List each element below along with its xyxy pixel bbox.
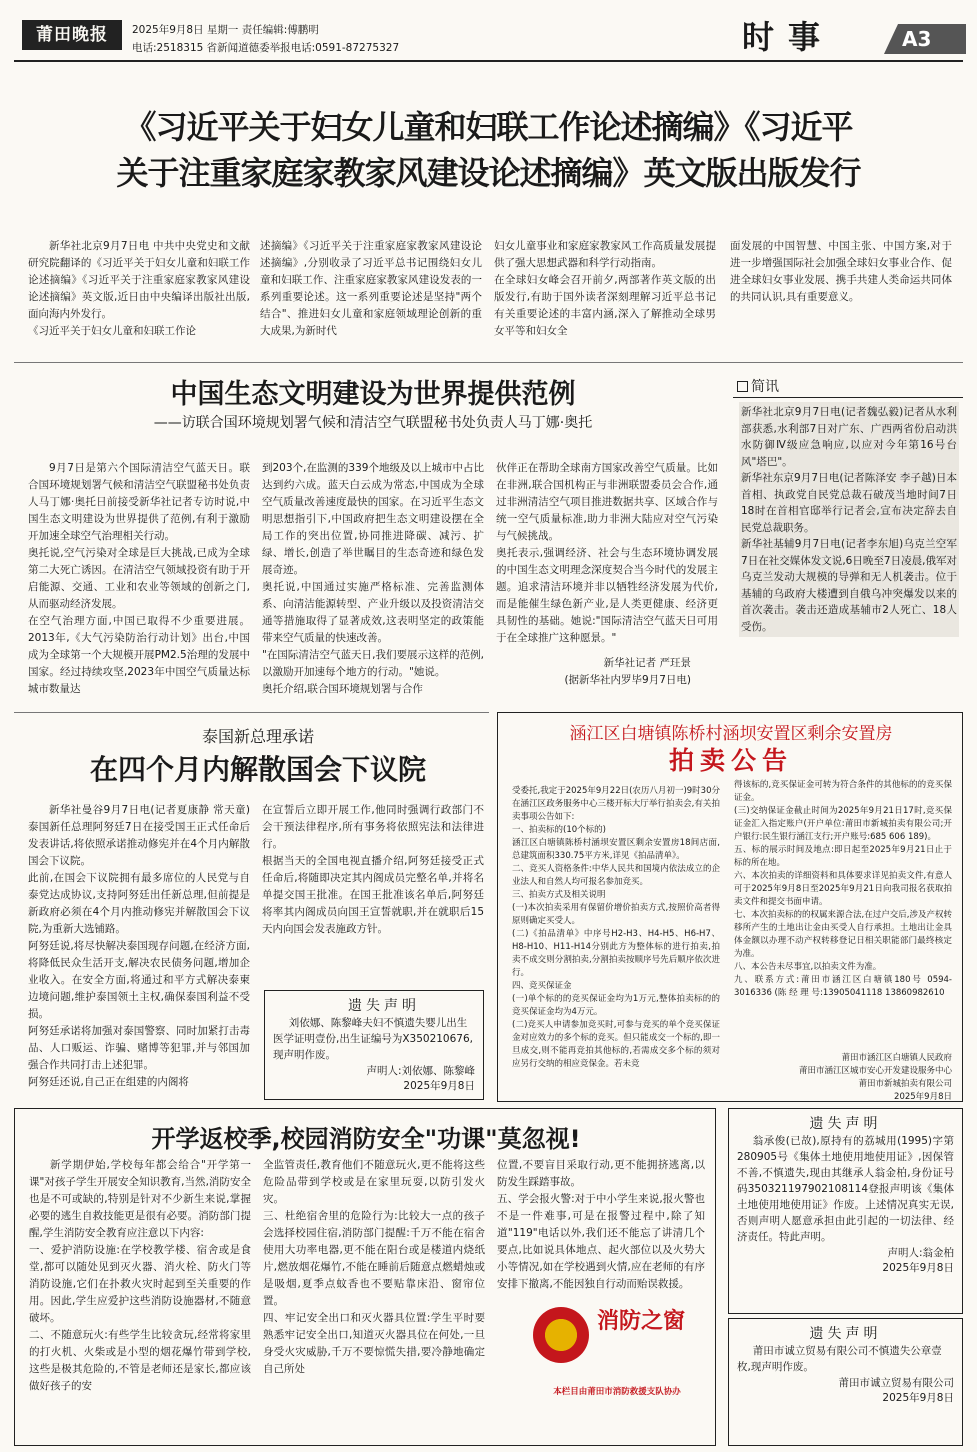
brief-heading: 简讯 <box>751 379 779 395</box>
thai-col2: 在宣誓后立即开展工作,他同时强调行政部门不会干预法律程序,所有事务将依照宪法和法律进行。 根据当天的全国电视直播介绍,阿努廷接受正式任命后,将随即决定其内阁成员完整名单,并将名单提交国王批准。在国王批准该名单后,阿努廷将率其内阁成员向国王宣誓就职,并在就职后15天内向国会发表施政方针。 <box>262 804 484 935</box>
lost3-date: 2025年9月8日 <box>882 1392 954 1404</box>
lost1-body: 刘依娜、陈黎峰夫妇不慎遗失婴儿出生医学证明壹份,出生证编号为X350210676,现声明作废。 <box>273 1017 473 1061</box>
fire-seal-text: 消防之窗 <box>597 1308 686 1334</box>
auction-org1: 莆田市涵江区白塘镇人民政府 <box>841 1053 952 1063</box>
eco-subhead: ——访联合国环境规划署气候和清洁空气联盟秘书处负责人马丁娜·奥托 <box>153 415 593 431</box>
lost2-title: 遗失声明 <box>809 1116 882 1132</box>
lead-bottom-rule <box>14 362 963 363</box>
eco-byline2: (据新华社内罗毕9月7日电) <box>564 674 691 686</box>
lost-notice-3 <box>728 1318 963 1446</box>
fire-seal-caption: 本栏目由莆田市消防救援支队协办 <box>553 1387 681 1397</box>
lost3-signer: 莆田市诚立贸易有限公司 <box>838 1377 954 1389</box>
lost1-title: 遗失声明 <box>348 998 420 1014</box>
eco-col2: 到203个,在监测的339个地级及以上城市中占比达到约六成。蓝天白云成为常态,中国成为全球空气质量改善速度最快的国家。在习近平生态文明思想指引下,中国政府把生态文明建设摆在全局工作的突出位置,协同推进降碳、减污、扩绿、增长,创造了举世瞩目的生态奇迹和绿色发展奇迹。 奥托说,中国通过实施严格标准、完善监测体系、向清洁能源转型、产业升级以及投资清洁交通等措施取得了显著成效,这表明坚定的政策能带来空气质量的快速改善。 "在国际清洁空气蓝天日,我们要展示这样的范例,以激励开加速每个地方的行动。"她说。 奥托介绍,联合国环境规划署与合作 <box>262 462 484 695</box>
thai-kicker: 泰国新总理承诺 <box>201 727 314 746</box>
lead-headline-line1: 《习近平关于妇女儿童和妇联工作论述摘编》《习近平 <box>124 108 853 146</box>
eco-col3: 伙伴正在帮助全球南方国家改善空气质量。比如在非洲,联合国机构正与非洲联盟委员会合作,通过非洲清洁空气项目推进数据共享、区域合作与统一空气质量标准,助力非洲大陆应对空气污染与气候挑战。 奥托表示,强调经济、社会与生态环境协调发展的中国生态文明理念深度契合当今时代的发展主题。追求清洁环境并非以牺牲经济发展为代价,而是能催生绿色新产业,是人类更健康、经济更具韧性的基础。她说:"国际清洁空气蓝天日可用于在全球推广这种愿景。" <box>496 462 718 644</box>
logo: 莆田晚报 <box>22 20 122 50</box>
thai-headline: 在四个月内解散国会下议院 <box>89 753 426 786</box>
section-title: 时事 <box>742 18 835 56</box>
auction-org3: 莆田市新城拍卖有限公司 <box>858 1079 952 1089</box>
masthead-rule <box>14 60 963 62</box>
thai-col1: 新华社曼谷9月7日电(记者夏康静 常天童)泰国新任总理阿努廷7日在接受国王正式任命后发表讲话,将依照承诺推动修宪并在4个月内解散国会下议院。 此前,在国会下议院拥有最多席位的人民党与自泰党达成协议,支持阿努廷出任新总理,但前提是新政府必须在4个月内推动修宪并解散国会下议院,为重新大选铺路。 阿努廷说,将尽快解决泰国现存问题,在经济方面,将降低民众生活开支,解决农民债务问题,增加企业收入。在安全方面,将通过和平方式解决泰柬边境问题,维护泰国领土主权,确保泰国利益不受损。 阿努廷承诺将加强对泰国警察、同时加紧打击毒品、人口贩运、诈骗、赌博等犯罪,并与邻国加强合作共同打击上述犯罪。 阿努廷还说,自己正在组建的内阁将 <box>28 804 250 1088</box>
eco-headline: 中国生态文明建设为世界提供范例 <box>170 379 576 410</box>
auction-title2: 拍卖公告 <box>668 746 793 775</box>
lead-headline <box>14 104 963 196</box>
brief-text: 新华社北京9月7日电(记者魏弘毅)记者从水利部获悉,水利部7日对广东、广西两省份启动洪水防御Ⅳ级应急响应,以应对今年第16号台风"塔巴"。 新华社东京9月7日电(记者陈泽安 李子越)日本首相、执政党自民党总裁石破茂当地时间7日18时在首相官邸举行记者会,宣布决定辞去自民党总裁职务。 新华社基辅9月7日电(记者李东旭)乌克兰空军7日在社交媒体发文说,6日晚至7日凌晨,俄军对乌克兰发动大规模的导弹和无人机袭击。位于基辅的乌政府大楼遭到自俄乌冲突爆发以来的首次袭击。袭击还造成基辅市2人死亡、18人受伤。 <box>739 402 959 637</box>
lead-headline-line2: 关于注重家庭家教家风建设论述摘编》英文版出版发行 <box>116 154 861 192</box>
auction-title1: 涵江区白塘镇陈桥村涵坝安置区剩余安置房 <box>569 724 893 744</box>
auction-org2: 莆田市涵江区城市安心开发建设服务中心 <box>798 1066 952 1076</box>
auction-notice <box>497 712 963 1102</box>
eco-col1: 9月7日是第六个国际清洁空气蓝天日。联合国环境规划署气候和清洁空气联盟秘书处负责人马丁娜·奥托日前接受新华社记者专访时说,中国生态文明建设为世界提供了范例,有利于激励开加速全球空气治理相关行动。 奥托说,空气污染对全球是巨大挑战,已成为全球第二大死亡诱因。在清洁空气领域投资有助于开启能源、交通、工业和农业等领域的创新之门,从而驱动经济发展。 在空气治理方面,中国已取得不少重要进展。2013年,《大气污染防治行动计划》出台,中国成为全球第一个大规模开展PM2.5治理的发展中国家。经过持续攻坚,2023年中国空气质量达标城市数量达 <box>28 462 250 695</box>
brief-heading-bar <box>733 376 963 398</box>
lost1-signer: 声明人:刘依娜、陈黎峰 <box>366 1065 475 1077</box>
lead-col3: 妇女儿童事业和家庭家教家风工作高质量发展提供了强大思想武器和科学行动指南。 在全球妇女峰会召开前夕,两部著作英文版的出版发行,有助于国外读者深刻理解习近平总书记有关重要论述的丰富内涵,深入了解推动全球男女平等和妇女全 <box>494 240 716 337</box>
lost-notice-2 <box>728 1108 963 1314</box>
fire-box <box>14 1108 716 1446</box>
auction-col1: 受委托,我定于2025年9月22日(农历八月初一)9时30分在涵江区政务服务中心三楼开标大厅举行拍卖会,有关拍卖事项公告如下: 一、拍卖标的(10个标的) 涵江区白塘镇陈桥村涵坝安置区剩余安置房18间店面,总建筑面积330.75平方米,详见《拍品清单》。 二、竞买人资格条件:中华人民共和国境内依法成立的企业法人和自然人均可报名参加竞买。 三、拍卖方式及相关说明 (一)本次拍卖采用有保留价增价拍卖方式,按照价高者得原则确定买受人。 (二)《拍品清单》中序号H2-H3、H4-H5、H6-H7、H8-H10、H11-H14分别此方为整体标的进行拍卖,拍卖不成交则分割拍卖,分割拍卖按顺序号先后顺序依次进行。 四、竞买保证金 (一)单个标的的竞买保证金均为1万元,整体拍卖标的的竞买保证金均为4万元。 (二)竞买人申请参加竞买时,可参与竞买的单个竞买保证金对应效力的多个标的竞买。但只能成交一个标的,即一旦成交,则不能再竞拍其他标的,若需成交多个标的须对应另行交纳的相应竞保金。若未竞 <box>512 786 720 1069</box>
fire-headline: 开学返校季,校园消防安全"功课"莫忽视! <box>151 1125 581 1153</box>
brief-box <box>733 376 963 706</box>
auction-date: 2025年9月8日 <box>894 1092 952 1102</box>
brief-checkbox-icon <box>737 381 748 392</box>
lost3-body: 莆田市诚立贸易有限公司不慎遗失公章壹枚,现声明作废。 <box>737 1345 942 1373</box>
lost2-signer: 声明人:翁金柏 <box>887 1247 954 1259</box>
lost3-title: 遗失声明 <box>809 1326 882 1342</box>
lost2-date: 2025年9月8日 <box>882 1262 954 1274</box>
lost2-body: 翁承俊(已故),原持有的荔城用(1995)字第280905号《集体土地使用地使用证》,因保管不善,不慎遗失,现由其继承人翁金柏,身份证号码350321197902108114登报声明该《集体土地使用地使用证》作废。上述情况真实无误,否则声明人愿意承担由此引起的一切法律、经济责任。特此声明。 <box>737 1135 954 1243</box>
masthead <box>14 8 966 80</box>
page-number: A3 <box>902 27 932 51</box>
fire-col3: 位置,不要盲目采取行动,更不能拥挤逃离,以防发生踩踏事故。 五、学会报火警:对于中小学生来说,报火警也不是一件难事,可是在报警过程中,除了知道"119"电话以外,我们还不能忘了讲清几个要点,比如说具体地点、起火部位以及火势大小等情况,如在学校遇到火情,应在老师的有序安排下撤离,不能因独自行动而贻误救援。 <box>497 1159 705 1290</box>
eco-byline1: 新华社记者 严玨景 <box>603 657 691 669</box>
mid-rule <box>14 712 489 713</box>
lead-col4: 面发展的中国智慧、中国主张、中国方案,对于进一步增强国际社会加强全球妇女事业合作、促进全球妇女事业发展、携手共建人类命运共同体的共同认识,具有重要意义。 <box>730 240 952 303</box>
lost-notice-1 <box>264 990 484 1100</box>
fire-col1: 新学期伊始,学校每年都会给合"开学第一课"对孩子学生开展安全知识教育,当然,消防安全也是不可或缺的,特别是针对不少新生来说,掌握必要的逃生自救技能更是很有必要。消防部门提醒,学生消防安全教育应注意以下内容: 一、爱护消防设施:在学校教学楼、宿舍或是食堂,都可以随处见到灭火器、消火栓、防火门等消防设施,它们在扑救火灾时起到至关重要的作用。因此,学生应爱护这些消防设施器材,不随意破坏。 二、不随意玩火:有些学生比较贪玩,经常将家里的打火机、火柴或是小型的烟花爆竹带到学校,这些是极其危险的,不管是老师还是家长,都应该做好孩子的安 <box>29 1159 251 1392</box>
date-line: 2025年9月8日 星期一 责任编辑:傅鹏明 <box>132 24 319 36</box>
lost1-date: 2025年9月8日 <box>403 1080 475 1092</box>
lead-col1: 新华社北京9月7日电 中共中央党史和文献研究院翻译的《习近平关于妇女儿童和妇联工作论述摘编》《习近平关于注重家庭家教家风建设论述摘编》英文版,近日由中央编译出版社出版,面向海内外发行。 《习近平关于妇女儿童和妇联工作论 <box>28 240 250 337</box>
auction-col2: 得该标的,竞买保证金可转为符合条件的其他标的的竞买保证金。 (三)交纳保证金截止时间为2025年9月21日17时,竞买保证金汇入指定账户(开户单位:莆田市新城拍卖有限公司;开户银行:民生银行涵江支行;开户账号:685 606 189)。 五、标的展示时间及地点:即日起至2025年9月21日止于标的所在地。 六、本次拍卖的详细资料和具体要求详见拍卖文件,有意人可于2025年9月8日至2025年9月21日向我司报名获取拍卖文件和提交书面申请。 七、本次拍卖标的的权属来源合法,在过户交后,涉及产权转移所产生的土地出让金由买受人自行承担。土地出让金具体金额以办理不动产权转移登记日相关职能部门最终核定为准。 八、本公告未尽事宜,以拍卖文件为准。 九、联系方式:莆田市涵江区白塘镇180号 0594-3016336 (陈 经 理 号:13905041118 13860982610 <box>734 780 952 998</box>
phone-line: 电话:2518315 省新闻道德委举报电话:0591-87275327 <box>132 42 400 54</box>
fire-seal-icon <box>533 1307 589 1363</box>
fire-col2: 全监管责任,教育他们不随意玩火,更不能将这些危险品带到学校或是在家里玩耍,以防引发火灾。 三、杜绝宿舍里的危险行为:比较大一点的孩子会选择校园住宿,消防部门提醒:千万不能在宿舍使用大功率电器,更不能在阳台或是楼道内烧纸片,燃放烟花爆竹,不能在睡前后随意点燃蜡烛或是吸烟,夏季点蚊香也不要贴靠床沿、窗帘位置。 四、牢记安全出口和灭火器具位置:学生平时要熟悉牢记安全出口,知道灭火器具位在何处,一旦身受火灾威胁,千万不要惊慌失措,要冷静地确定自己所处 <box>263 1159 485 1375</box>
lead-col2: 述摘编》《习近平关于注重家庭家教家风建设论述摘编》,分别收录了习近平总书记围绕妇女儿童和妇联工作、注重家庭家教家风建设发表的一系列重要论述。这一系列重要论述是坚持"两个结合"、推进妇女儿童和家庭领域理论创新的重大成果,为新时代 <box>260 240 482 337</box>
